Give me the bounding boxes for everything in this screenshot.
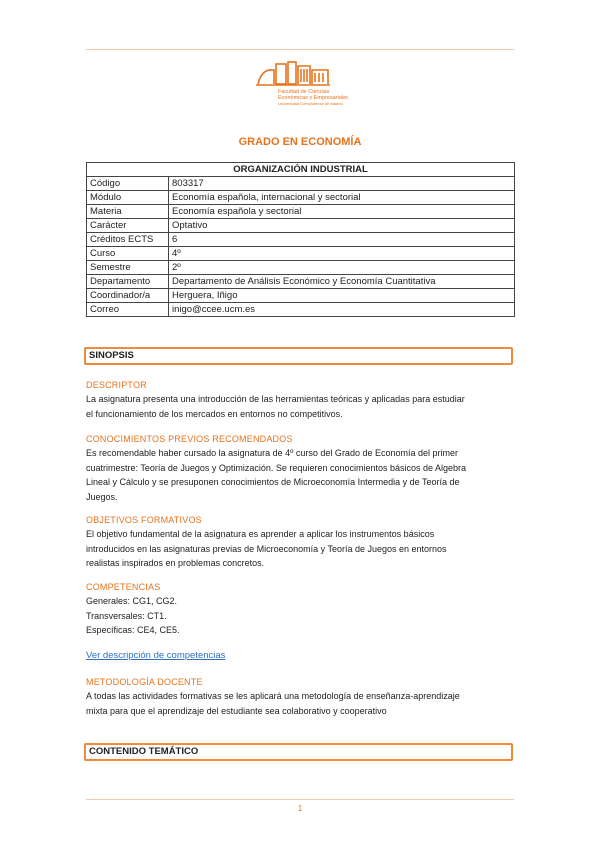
table-row bbox=[87, 303, 515, 317]
course-name: ORGANIZACIÓN INDUSTRIAL bbox=[87, 163, 515, 177]
row-value: 803317 bbox=[169, 177, 515, 191]
row-key: Código bbox=[87, 177, 169, 191]
row-value: Economía española y sectorial bbox=[169, 205, 515, 219]
header-rule bbox=[86, 49, 514, 50]
section-heading-sinopsis: SINOPSIS bbox=[84, 347, 513, 365]
table-row bbox=[87, 177, 515, 191]
row-key: Correo bbox=[87, 303, 169, 317]
table-row bbox=[87, 289, 515, 303]
text-line: realistas inspirados en problemas concretos. bbox=[86, 558, 265, 569]
metodologia-text bbox=[86, 689, 514, 718]
descriptor-text bbox=[86, 392, 514, 421]
table-row bbox=[87, 205, 515, 219]
competencias-link[interactable]: Ver descripción de competencias bbox=[86, 650, 226, 661]
text-line: Generales: CG1, CG2. bbox=[86, 596, 178, 606]
text-line: La asignatura presenta una introducción de las herramientas teóricas y aplicadas para estudiar bbox=[86, 394, 465, 404]
row-key: Carácter bbox=[87, 219, 169, 233]
text-line: mixta para que el aprendizaje del estudiante sea colaborativo y cooperativo bbox=[86, 705, 387, 716]
text-line: Específicas: CE4, CE5. bbox=[86, 625, 180, 636]
text-line: Transversales: CT1. bbox=[86, 610, 167, 621]
row-value: Economía española, internacional y sectorial bbox=[169, 191, 515, 205]
row-value: Departamento de Análisis Económico y Economía Cuantitativa bbox=[169, 275, 515, 289]
row-value: Optativo bbox=[169, 219, 515, 233]
row-key: Departamento bbox=[87, 275, 169, 289]
row-key: Créditos ECTS bbox=[87, 233, 169, 247]
text-line: Es recomendable haber cursado la asignatura de 4º curso del Grado de Economía del primer bbox=[86, 448, 458, 458]
objetivos-text bbox=[86, 527, 514, 571]
table-row bbox=[87, 219, 515, 233]
table-row bbox=[87, 275, 515, 289]
row-key: Curso bbox=[87, 247, 169, 261]
row-value: 4º bbox=[169, 247, 515, 261]
table-row bbox=[87, 233, 515, 247]
text-line: el funcionamiento de los mercados en entornos no competitivos. bbox=[86, 408, 343, 419]
course-info-table bbox=[86, 162, 515, 317]
text-line: Juegos. bbox=[86, 491, 118, 502]
table-row bbox=[87, 261, 515, 275]
row-key: Semestre bbox=[87, 261, 169, 275]
competencias-text bbox=[86, 594, 514, 638]
footer-rule bbox=[86, 799, 514, 800]
subheading-objetivos: OBJETIVOS FORMATIVOS bbox=[86, 515, 202, 525]
text-line: cuatrimestre: Teoría de Juegos y Optimización. Se requieren conocimientos básicos de Algebra bbox=[86, 462, 467, 473]
row-value: inigo@ccee.ucm.es bbox=[169, 303, 515, 317]
subheading-competencias: COMPETENCIAS bbox=[86, 582, 161, 592]
faculty-logo bbox=[252, 58, 348, 108]
page-number: 1 bbox=[297, 804, 303, 813]
table-row bbox=[87, 247, 515, 261]
svg-text:Facultad de Ciencias: Facultad de Ciencias bbox=[278, 89, 330, 95]
text-line: A todas las actividades formativas se les aplicará una metodología de enseñanza-aprendizaje bbox=[86, 691, 460, 701]
row-key: Materia bbox=[87, 205, 169, 219]
row-value: Herguera, Iñigo bbox=[169, 289, 515, 303]
svg-text:Económicas y Empresariales: Económicas y Empresariales bbox=[278, 95, 348, 101]
text-line: Lineal y Cálculo y se presuponen conocimientos de Microeconomía Intermedia y de Teoría de bbox=[86, 477, 460, 488]
subheading-conocimientos: CONOCIMIENTOS PREVIOS RECOMENDADOS bbox=[86, 434, 293, 444]
conocimientos-text bbox=[86, 446, 514, 504]
row-key: Módulo bbox=[87, 191, 169, 205]
row-value: 6 bbox=[169, 233, 515, 247]
table-row bbox=[87, 191, 515, 205]
row-key: Coordinador/a bbox=[87, 289, 169, 303]
svg-text:Universidad Complutense de Mad: Universidad Complutense de Madrid bbox=[278, 101, 343, 106]
text-line: El objetivo fundamental de la asignatura es aprender a aplicar los instrumentos básicos bbox=[86, 529, 435, 539]
section-heading-contenido: CONTENIDO TEMÁTICO bbox=[84, 743, 513, 761]
text-line: introducidos en las asignaturas previas de Microeconomía y Teoría de Juegos en entornos bbox=[86, 543, 447, 554]
degree-title: GRADO EN ECONOMÍA bbox=[238, 136, 362, 148]
row-value: 2º bbox=[169, 261, 515, 275]
subheading-descriptor: DESCRIPTOR bbox=[86, 380, 147, 390]
subheading-metodologia: METODOLOGÍA DOCENTE bbox=[86, 677, 203, 687]
